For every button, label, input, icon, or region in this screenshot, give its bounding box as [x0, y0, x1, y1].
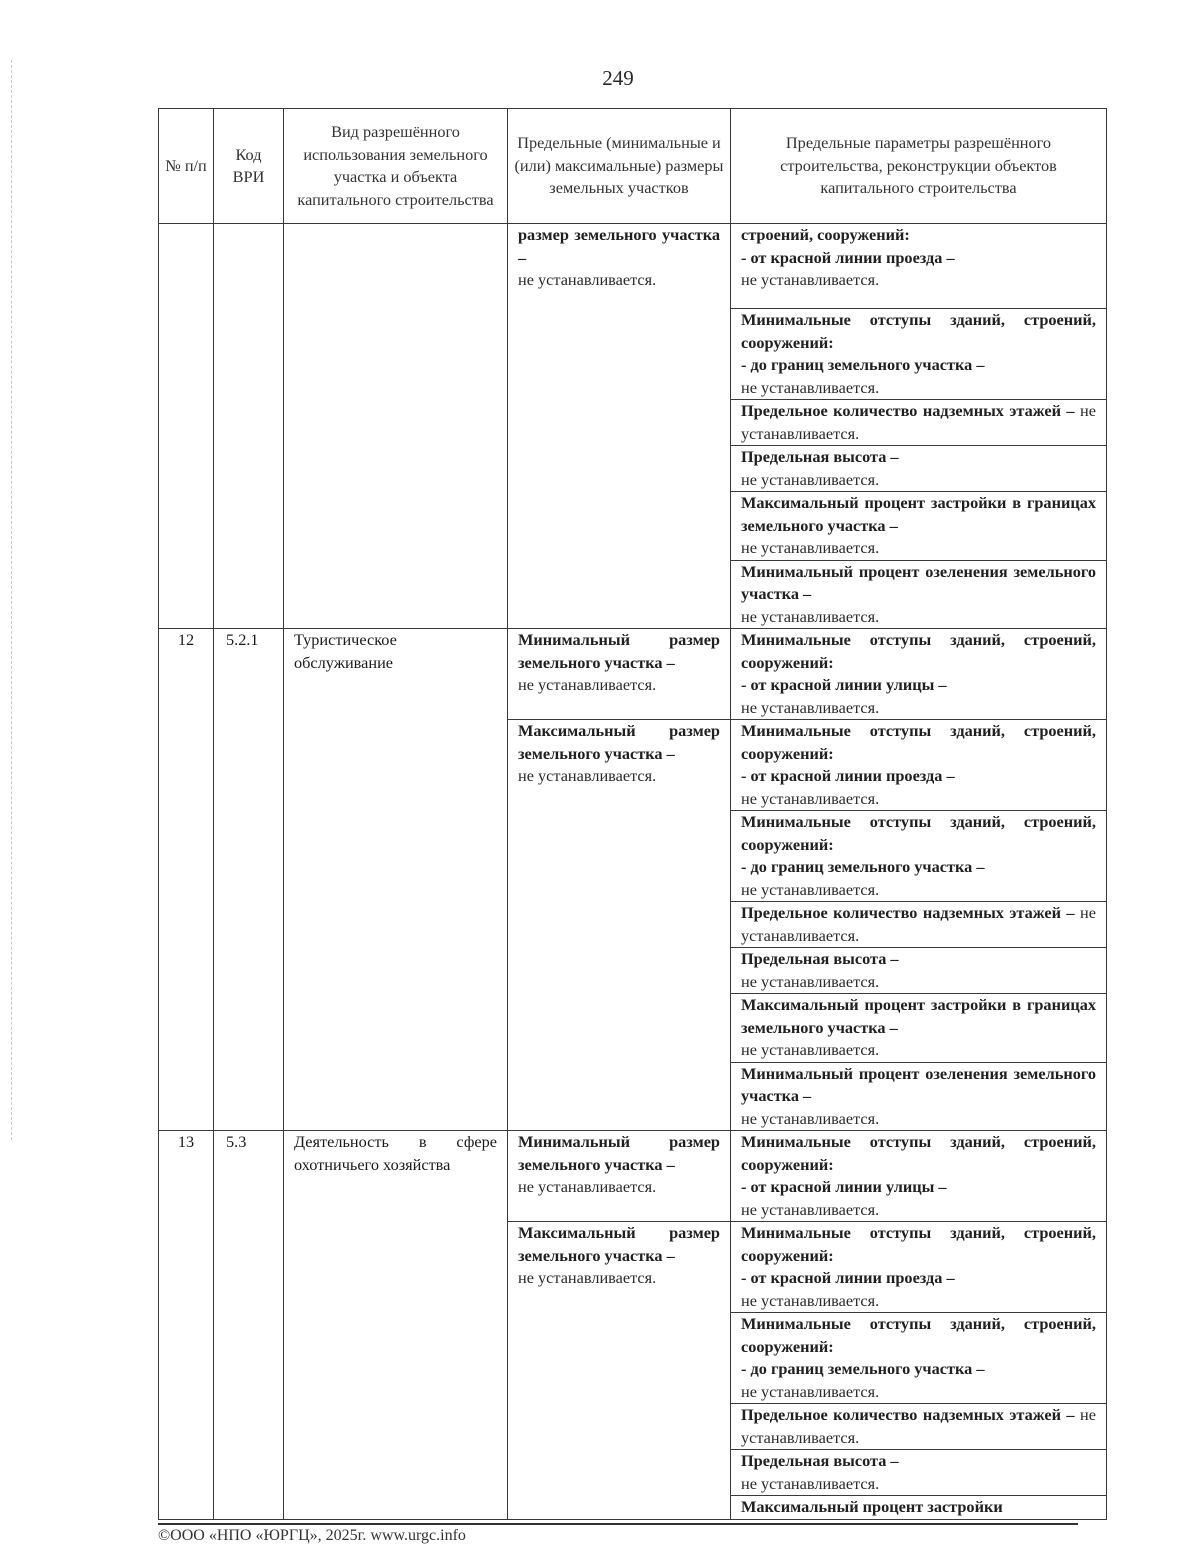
size-value: не устанавливается.	[518, 766, 657, 785]
param-cell	[731, 720, 1107, 811]
param-value: не устанавливается.	[741, 788, 880, 808]
footer-divider	[158, 1523, 1078, 1525]
param-value: не устанавливается.	[741, 1199, 880, 1219]
table-row	[159, 224, 1107, 309]
row-num-cell	[159, 224, 214, 629]
row-kind-cell	[284, 224, 508, 629]
param-label: Предельное количество надземных этажей –	[741, 903, 1075, 922]
size-value: не устанавливается.	[518, 1177, 657, 1196]
param-value: не устанавливается.	[741, 1040, 880, 1059]
size-label: Минимальный размер земельного участка –	[518, 1132, 720, 1174]
param-cell	[731, 994, 1107, 1063]
param-label: Минимальные отступы зданий, строений, сооружений:	[741, 630, 1096, 672]
size-cell	[508, 224, 731, 629]
param-label: Предельная высота –	[741, 1451, 899, 1470]
table-row	[159, 629, 1107, 720]
param-label: Максимальный процент застройки в границах земельного участка –	[741, 493, 1096, 535]
header-code: Код ВРИ	[214, 109, 284, 224]
table-header-row	[159, 109, 1107, 224]
param-label: Предельное количество надземных этажей –	[741, 401, 1075, 420]
size-label: Максимальный размер земельного участка –	[518, 1223, 720, 1265]
param-value: не устанавливается.	[741, 1290, 880, 1310]
size-value: не устанавливается.	[518, 675, 657, 694]
param-cell	[731, 811, 1107, 902]
param-cell	[731, 1313, 1107, 1404]
param-cell	[731, 224, 1107, 309]
param-detail: - до границ земельного участка –	[741, 355, 985, 374]
param-value: не устанавливается.	[741, 606, 880, 626]
param-label: Максимальный процент застройки в границах земельного участка –	[741, 995, 1096, 1037]
param-cell	[731, 309, 1107, 400]
param-value: не устанавливается.	[741, 401, 1096, 443]
param-label: Минимальные отступы зданий, строений, сооружений:	[741, 1132, 1096, 1174]
param-detail: - до границ земельного участка –	[741, 1359, 985, 1378]
param-value: не устанавливается.	[741, 1381, 880, 1401]
param-cell	[731, 1450, 1107, 1496]
param-label: Минимальный процент озеленения земельного участка –	[741, 561, 1096, 603]
param-cell	[731, 902, 1107, 948]
param-label: Минимальные отступы зданий, строений, сооружений:	[741, 721, 1096, 763]
param-label: Предельное количество надземных этажей –	[741, 1405, 1075, 1424]
param-cell	[731, 1404, 1107, 1450]
size-value: не устанавливается.	[518, 270, 657, 289]
zoning-table	[158, 108, 1107, 1520]
param-value: не устанавливается.	[741, 469, 880, 489]
param-label: Минимальный процент озеленения земельного участка –	[741, 1063, 1096, 1105]
param-label: строений, сооружений:	[741, 225, 910, 244]
header-num: № п/п	[159, 109, 214, 224]
param-cell	[731, 1062, 1107, 1131]
param-cell	[731, 400, 1107, 446]
row-kind-cell: Туристическое обслуживание	[284, 629, 508, 1131]
param-value: не устанавливается.	[741, 538, 880, 557]
page-number: 249	[602, 66, 634, 90]
param-value: не устанавливается.	[741, 1108, 880, 1128]
max-size-cell	[508, 1222, 731, 1520]
min-size-cell	[508, 629, 731, 720]
param-cell	[731, 446, 1107, 492]
param-cell	[731, 948, 1107, 994]
param-cell	[731, 560, 1107, 629]
param-label: Предельная высота –	[741, 949, 899, 968]
row-num-cell: 13	[159, 1131, 214, 1520]
param-detail: - от красной линии проезда –	[741, 766, 955, 785]
table-row	[159, 1131, 1107, 1222]
param-value: не устанавливается.	[741, 879, 880, 899]
size-value: не устанавливается.	[518, 1268, 657, 1287]
max-size-cell	[508, 720, 731, 1131]
row-code-cell	[214, 224, 284, 629]
param-label: Минимальные отступы зданий, строений, сооружений:	[741, 1223, 1096, 1265]
footer-copyright: ©ООО «НПО «ЮРГЦ», 2025г. www.urgc.info	[158, 1527, 466, 1544]
row-code-cell: 5.2.1	[214, 629, 284, 1131]
param-cell	[731, 492, 1107, 561]
param-cell	[731, 1131, 1107, 1222]
param-value: не устанавливается.	[741, 377, 880, 397]
param-label: Минимальные отступы зданий, строений, сооружений:	[741, 812, 1096, 854]
param-value: не устанавливается.	[741, 697, 880, 717]
header-kind: Вид разрешённого использования земельного участка и объекта капитального строительства	[284, 109, 508, 224]
param-cell	[731, 629, 1107, 720]
param-label: Предельная высота –	[741, 447, 899, 466]
param-value: не устанавливается.	[741, 270, 880, 289]
header-sizes: Предельные (минимальные и (или) максимальные) размеры земельных участков	[508, 109, 731, 224]
param-value: не устанавливается.	[741, 971, 880, 991]
param-detail: - от красной линии проезда –	[741, 1268, 955, 1287]
param-detail: - до границ земельного участка –	[741, 857, 985, 876]
param-label: Минимальные отступы зданий, строений, сооружений:	[741, 310, 1096, 352]
scan-edge	[11, 60, 12, 1140]
param-cell	[731, 1222, 1107, 1313]
header-params: Предельные параметры разрешённого строительства, реконструкции объектов капитального строительства	[731, 109, 1107, 224]
param-detail: - от красной линии проезда –	[741, 247, 955, 267]
param-cell	[731, 1496, 1107, 1520]
param-detail: - от красной линии улицы –	[741, 1177, 947, 1196]
size-label: Минимальный размер земельного участка –	[518, 630, 720, 672]
size-label: Максимальный размер земельного участка –	[518, 721, 720, 763]
param-value: не устанавливается.	[741, 903, 1096, 945]
param-value: не устанавливается.	[741, 1405, 1096, 1447]
param-value: не устанавливается.	[741, 1473, 880, 1493]
row-num-cell: 12	[159, 629, 214, 1131]
param-label: Минимальные отступы зданий, строений, сооружений:	[741, 1314, 1096, 1356]
row-code-cell: 5.3	[214, 1131, 284, 1520]
size-label: размер земельного участка –	[518, 225, 720, 267]
row-kind-cell: Деятельность в сфере охотничьего хозяйства	[284, 1131, 508, 1520]
min-size-cell	[508, 1131, 731, 1222]
param-label: Максимальный процент застройки	[741, 1497, 1003, 1516]
param-detail: - от красной линии улицы –	[741, 675, 947, 694]
